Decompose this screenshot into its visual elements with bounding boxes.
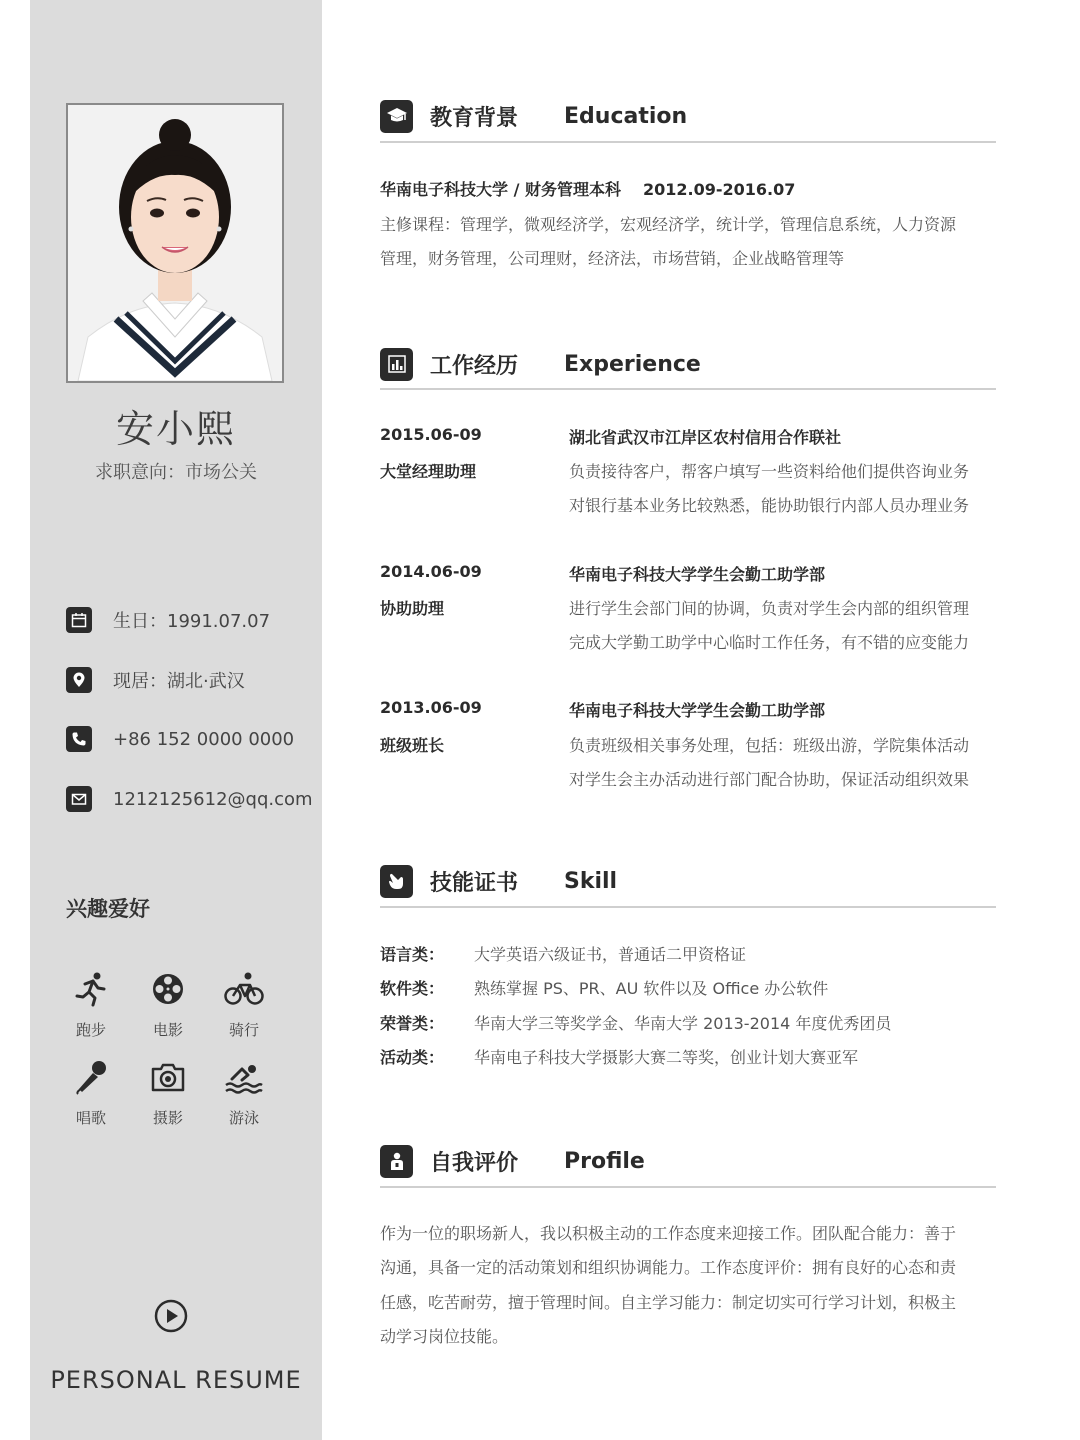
sidebar (30, 0, 322, 1440)
skills-header (380, 861, 996, 901)
candidate-name: 安小熙 (115, 407, 236, 451)
job-intent: 求职意向：市场公关 (95, 462, 257, 483)
play-circle-icon (154, 1299, 188, 1337)
education-divider (380, 141, 996, 143)
bicycle-icon (204, 967, 284, 1011)
experience-desc: 进行学生会部门间的协调，负责对学生会内部的组织管理 (569, 599, 970, 618)
contact-location (66, 665, 322, 695)
skill-value: 华南电子科技大学摄影大赛二等奖，创业计划大赛亚军 (474, 1048, 859, 1067)
education-period: 2012.09-2016.07 (643, 180, 796, 199)
hobby-label: 唱歌 (75, 1109, 106, 1127)
location-pin-icon (66, 667, 92, 693)
profile-title-zh: 自我评价 (430, 1150, 519, 1176)
skill-value: 华南大学三等奖学金、华南大学 2013-2014 年度优秀团员 (474, 1014, 892, 1033)
birthday-text: 生日：1991.07.07 (113, 611, 271, 632)
hobby-label: 跑步 (75, 1021, 106, 1039)
person-icon (380, 1145, 413, 1178)
contact-birthday (66, 605, 322, 635)
skill-value: 熟练掌握 PS、PR、AU 软件以及 Office 办公软件 (474, 979, 829, 998)
skill-label: 活动类： (380, 1048, 445, 1067)
education-courses-line: 主修课程：管理学，微观经济学，宏观经济学，统计学，管理信息系统，人力资源 (380, 215, 957, 234)
hobbies-title: 兴趣爱好 (66, 897, 150, 921)
hobby-label: 电影 (152, 1021, 183, 1039)
hobby-movie (128, 967, 208, 1040)
experience-role: 协助助理 (380, 599, 445, 618)
education-header (380, 96, 996, 136)
hobby-label: 游泳 (228, 1109, 259, 1127)
education-courses-line: 管理，财务管理，公司理财，经济法，市场营销，企业战略管理等 (380, 249, 845, 268)
experience-title-zh: 工作经历 (430, 353, 519, 379)
profile-text-line: 任感，吃苦耐劳，擅于管理时间。自主学习能力：制定切实可行学习计划，积极主 (380, 1293, 957, 1312)
contact-email (66, 784, 322, 814)
experience-desc: 对学生会主办活动进行部门配合协助，保证活动组织效果 (569, 770, 970, 789)
experience-date: 2013.06-09 (380, 698, 482, 717)
profile-text-line: 沟通，具备一定的活动策划和组织协调能力。工作态度评价：拥有良好的心态和责 (380, 1258, 957, 1277)
hobby-running (51, 967, 131, 1040)
calendar-icon (66, 607, 92, 633)
education-title-zh: 教育背景 (430, 105, 519, 131)
profile-text-line: 动学习岗位技能。 (380, 1327, 509, 1346)
skill-label: 荣誉类： (380, 1014, 445, 1033)
hand-pointer-icon (380, 865, 413, 898)
hobby-swimming (204, 1055, 284, 1128)
film-reel-icon (128, 967, 208, 1011)
experience-desc: 负责班级相关事务处理，包括：班级出游，学院集体活动 (569, 736, 970, 755)
hobby-label: 摄影 (152, 1109, 183, 1127)
experience-desc: 完成大学勤工助学中心临时工作任务，有不错的应变能力 (569, 633, 970, 652)
experience-org: 华南电子科技大学学生会勤工助学部 (569, 565, 826, 584)
skills-divider (380, 906, 996, 908)
running-icon (51, 967, 131, 1011)
phone-text[interactable]: +86 152 0000 0000 (113, 728, 295, 750)
main-content (380, 0, 998, 1440)
education-title-en: Education (564, 103, 688, 129)
hobby-label: 骑行 (228, 1021, 259, 1039)
hobby-photography (128, 1055, 208, 1128)
experience-title-en: Experience (564, 351, 701, 377)
email-text[interactable]: 1212125612@qq.com (113, 788, 313, 810)
profile-divider (380, 1186, 996, 1188)
mail-icon (66, 786, 92, 812)
swimming-icon (204, 1055, 284, 1099)
experience-desc: 负责接待客户，帮客户填写一些资料给他们提供咨询业务 (569, 462, 970, 481)
microphone-icon (51, 1055, 131, 1099)
experience-header (380, 344, 996, 384)
experience-role: 班级班长 (380, 736, 445, 755)
graduation-cap-icon (380, 100, 413, 133)
school-major: 华南电子科技大学 / 财务管理本科 (380, 180, 621, 199)
bar-chart-icon (380, 348, 413, 381)
skills-title-zh: 技能证书 (430, 870, 519, 896)
profile-title-en: Profile (564, 1148, 645, 1174)
experience-role: 大堂经理助理 (380, 462, 477, 481)
profile-header (380, 1141, 996, 1181)
experience-desc: 对银行基本业务比较熟悉，能协助银行内部人员办理业务 (569, 496, 970, 515)
experience-org: 华南电子科技大学学生会勤工助学部 (569, 701, 826, 720)
skill-label: 语言类： (380, 945, 445, 964)
experience-org: 湖北省武汉市江岸区农村信用合作联社 (569, 428, 842, 447)
skill-value: 大学英语六级证书，普通话二甲资格证 (474, 945, 747, 964)
profile-text-line: 作为一位的职场新人，我以积极主动的工作态度来迎接工作。团队配合能力：善于 (380, 1224, 957, 1243)
experience-date: 2014.06-09 (380, 562, 482, 581)
experience-date: 2015.06-09 (380, 425, 482, 444)
profile-photo (66, 103, 284, 383)
camera-icon (128, 1055, 208, 1099)
phone-icon (66, 726, 92, 752)
location-text: 现居：湖北·武汉 (113, 671, 245, 692)
resume-footer-label: PERSONAL RESUME (50, 1366, 302, 1394)
skill-label: 软件类： (380, 979, 445, 998)
skills-title-en: Skill (564, 868, 618, 894)
contact-phone (66, 724, 322, 754)
hobby-cycling (204, 967, 284, 1040)
experience-divider (380, 388, 996, 390)
portrait-illustration (68, 105, 282, 381)
hobby-singing (51, 1055, 131, 1128)
education-school-line (380, 177, 795, 200)
